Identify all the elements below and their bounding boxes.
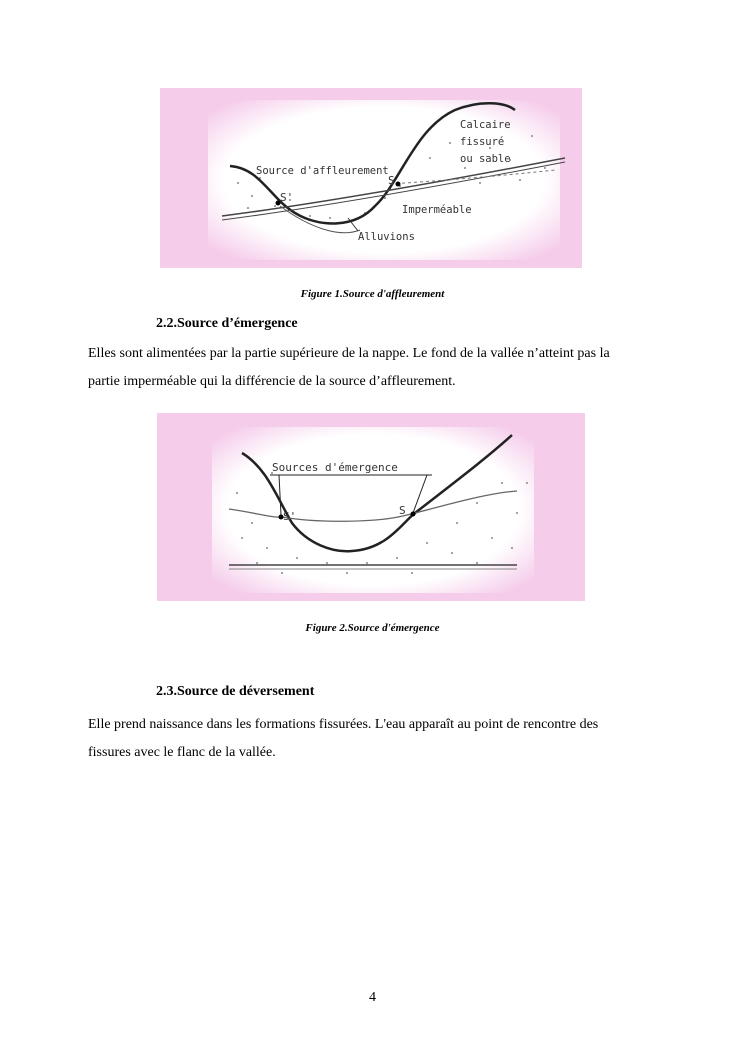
section-2-3-line-1: Elle prend naissance dans les formations fissurées. L'eau apparaît au point de rencontre des: [88, 717, 599, 732]
figure-1-diagram: [160, 88, 582, 268]
section-2-3-heading: 2.3.Source de déversement: [156, 684, 315, 699]
figure-1-source-point-right: [396, 182, 401, 187]
section-2-2-heading: 2.2.Source d’émergence: [156, 316, 298, 331]
figure-1-label-calcaire: Calcaire: [460, 119, 511, 131]
figure-1-label-impermeable: Imperméable: [402, 204, 472, 216]
figure-2-caption: Figure 2.Source d'émergence: [305, 622, 440, 634]
figure-2-image: [157, 413, 585, 601]
section-2-3-paragraph: [88, 711, 656, 767]
section-2-3-line-2: fissures avec le flanc de la vallée.: [88, 745, 276, 760]
section-2-2-paragraph: [88, 340, 656, 396]
figure-2-label-s-right: S: [399, 504, 406, 517]
figure-2-label-sources: Sources d'émergence: [272, 461, 398, 474]
section-2-2-line-1: Elles sont alimentées par la partie supérieure de la nappe. Le fond de la vallée n’atteint pas la: [88, 346, 610, 361]
figure-2-label-s-left: S': [283, 510, 297, 523]
section-2-2-line-2: partie imperméable qui la différencie de la source d’affleurement.: [88, 374, 456, 389]
figure-1-label-source: Source d'affleurement: [256, 165, 389, 177]
figure-1-label-fissure: fissuré: [460, 136, 505, 148]
page-number: 4: [369, 990, 376, 1005]
figure-1-label-ou-sable: ou sable: [460, 153, 511, 165]
figure-1-image: [160, 88, 582, 268]
figure-1-label-alluvions: Alluvions: [358, 231, 415, 243]
figure-2-source-point-right: [411, 512, 416, 517]
figure-1-label-s-right: S: [388, 174, 395, 187]
figure-2-diagram: [157, 413, 585, 601]
figure-1-caption: Figure 1.Source d'affleurement: [300, 288, 445, 300]
figure-1-label-s-left: S': [280, 191, 294, 204]
